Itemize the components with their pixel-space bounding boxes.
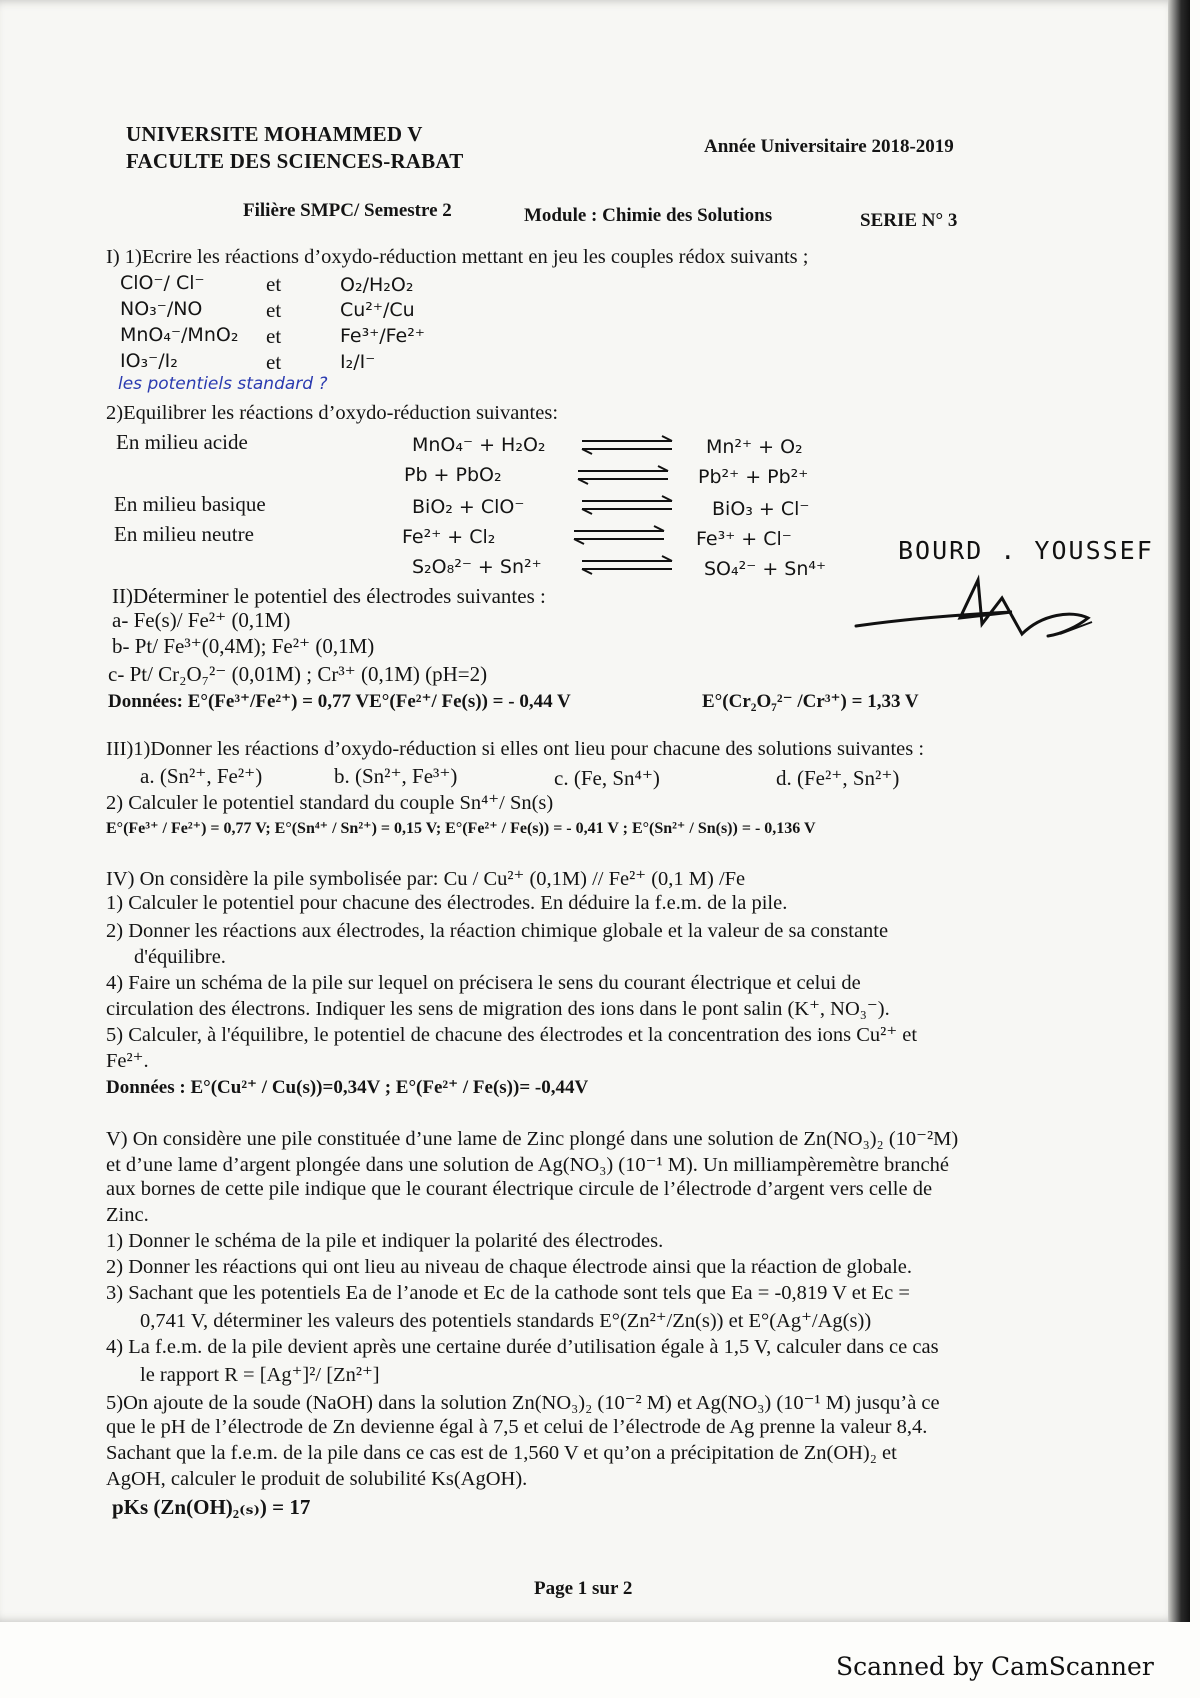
ex2-item: a- Fe(s)/ Fe²⁺ (0,1M) [112,608,291,632]
ex1-question-1: I) 1)Ecrire les réactions d’oxydo-réduction mettant en jeu les couples rédox suivants ; [106,246,809,268]
couple-left: IO₃⁻/I₂ [120,350,178,372]
couple-et: et [266,272,282,296]
couple-et: et [266,298,282,322]
ex4-q5: 5) Calculer, à l'équilibre, le potentiel de chacune des électrodes et la concentration des ions Cu²⁺ et Fe²⁺. [106,1024,918,1072]
reaction-right: Pb²⁺ + Pb²⁺ [698,466,809,488]
equilibrium-arrow-icon [572,524,668,546]
equilibrium-arrow-icon [576,464,672,486]
reaction-right: SO₄²⁻ + Sn⁴⁺ [704,558,827,580]
reaction-left: Fe²⁺ + Cl₂ [402,526,496,548]
ex5-pks: pKs (Zn(OH)₂₍ₛ₎) = 17 [112,1495,311,1519]
couple-right: Fe³⁺/Fe²⁺ [340,325,425,347]
ex5-q2: 2) Donner les réactions qui ont lieu au niveau de chaque électrode ainsi que la réaction de globale. [106,1256,913,1278]
ex5-intro-line: V) On considère une pile constituée d’une lame de Zinc plongé dans une solution de Zn(NO₃)₂ (10⁻²M) [106,1128,959,1150]
ex3-case: c. (Fe, Sn⁴⁺) [554,766,660,790]
ex5-intro-line: Zinc. [106,1204,149,1226]
couple-left: MnO₄⁻/MnO₂ [120,324,239,346]
handwritten-note: les potentiels standard ? [118,374,328,394]
reaction-right: Fe³⁺ + Cl⁻ [696,528,792,550]
ex5-q3: 3) Sachant que les potentiels Ea de l’anode et Ec de la cathode sont tels que Ea = -0,819 V et Ec = [106,1282,910,1304]
ex5-intro-line: et d’une lame d’argent plongée dans une solution de Ag(NO₃) (10⁻¹ M). Un milliampèremètre branché [106,1154,949,1176]
ex3-question-1: III)1)Donner les réactions d’oxydo-réduction si elles ont lieu pour chacune des solutions suivantes : [106,738,925,760]
page-number: Page 1 sur 2 [534,1578,633,1599]
ex2-title: II)Déterminer le potentiel des électrodes suivantes : [112,584,546,608]
ex5-intro-line: aux bornes de cette pile indique que le courant électrique circule de l’électrode d’argent vers celle de [106,1178,933,1200]
camscanner-watermark: Scanned by CamScanner [836,1652,1154,1681]
ex5-q5-line: 5)On ajoute de la soude (NaOH) dans la solution Zn(NO₃)₂ (10⁻² M) et Ag(NO₃) (10⁻¹ M) jusqu’à ce [106,1392,940,1414]
equilibrium-arrow-icon [580,554,676,576]
couple-et: et [266,324,282,348]
reaction-left: S₂O₈²⁻ + Sn²⁺ [412,556,542,578]
ex5-q4-cont: le rapport R = [Ag⁺]²/ [Zn²⁺] [140,1364,380,1386]
ex4-q1: 1) Calculer le potentiel pour chacune des électrodes. En déduire la f.e.m. de la pile. [106,892,788,914]
reaction-right: BiO₃ + Cl⁻ [712,498,810,520]
ex4-donnees: Données : E°(Cu²⁺ / Cu(s))=0,34V ; E°(Fe²⁺ / Fe(s))= -0,44V [106,1077,589,1098]
ex3-case: b. (Sn²⁺, Fe³⁺) [334,764,458,788]
ex5-q4: 4) La f.e.m. de la pile devient après une certaine durée d’utilisation égale à 1,5 V, calculer dans ce cas [106,1336,939,1358]
ex5-q5-line: Sachant que la f.e.m. de la pile dans ce cas est de 1,560 V et qu’on a précipitation de Zn(OH)₂ et [106,1442,897,1464]
ex3-case: a. (Sn²⁺, Fe²⁺) [140,764,263,788]
ex5-q1: 1) Donner le schéma de la pile et indiquer la polarité des électrodes. [106,1230,664,1252]
ex3-donnees: E°(Fe³⁺ / Fe²⁺) = 0,77 V; E°(Sn⁴⁺ / Sn²⁺) = 0,15 V; E°(Fe²⁺ / Fe(s)) = - 0,41 V ; E°(Sn²⁺ / Sn(s)) = - 0,136 V [106,820,816,837]
signature-name: BOURD . YOUSSEF [898,536,1154,565]
reaction-left: MnO₄⁻ + H₂O₂ [412,434,546,456]
couple-right: I₂/I⁻ [340,351,376,373]
reaction-left: BiO₂ + ClO⁻ [412,496,525,518]
reaction-left: Pb + PbO₂ [404,464,502,486]
equilibrium-arrow-icon [580,434,676,456]
equilibrium-arrow-icon [580,494,676,516]
medium-label: En milieu acide [116,430,248,454]
university-name: UNIVERSITE MOHAMMED V [126,122,423,146]
ex3-case: d. (Fe²⁺, Sn²⁺) [776,766,900,790]
couple-et: et [266,350,282,374]
medium-label: En milieu neutre [114,522,254,546]
signature-scribble [852,574,1102,654]
ex1-question-2: 2)Equilibrer les réactions d’oxydo-réduction suivantes: [106,402,559,424]
ex2-item: c- Pt/ Cr₂O₇²⁻ (0,01M) ; Cr³⁺ (0,1M) (pH=2) [108,662,488,686]
ex4-title: IV) On considère la pile symbolisée par: Cu / Cu²⁺ (0,1M) // Fe²⁺ (0,1 M) /Fe [106,868,746,890]
faculty-name: FACULTE DES SCIENCES-RABAT [126,149,464,173]
ex3-question-2: 2) Calculer le potentiel standard du couple Sn⁴⁺/ Sn(s) [106,792,554,814]
page-edge-shadow [1168,0,1190,1622]
ex5-q5-line: que le pH de l’électrode de Zn devienne égal à 7,5 et celui de l’électrode de Ag prenne la valeur 8,4. [106,1416,928,1438]
ex2-donnees-cr: E°(Cr₂O₇²⁻ /Cr³⁺) = 1,33 V [702,691,919,712]
ex5-q3-cont: 0,741 V, déterminer les valeurs des potentiels standards E°(Zn²⁺/Zn(s)) et E°(Ag⁺/Ag(s)) [140,1310,872,1332]
filiere-label: Filière SMPC/ Semestre 2 [243,200,452,221]
couple-right: Cu²⁺/Cu [340,299,415,321]
couple-left: NO₃⁻/NO [120,298,203,320]
medium-label: En milieu basique [114,492,266,516]
academic-year: Année Universitaire 2018-2019 [704,136,954,157]
reaction-right: Mn²⁺ + O₂ [706,436,803,458]
ex2-item: b- Pt/ Fe³⁺(0,4M); Fe²⁺ (0,1M) [112,634,375,658]
ex4-q2: 2) Donner les réactions aux électrodes, la réaction chimique globale et la valeur de sa constante d'équilibre. [106,920,889,968]
module-label: Module : Chimie des Solutions [524,205,773,226]
ex5-q5-line: AgOH, calculer le produit de solubilité Ks(AgOH). [106,1468,528,1490]
couple-right: O₂/H₂O₂ [340,274,414,296]
ex4-q4: 4) Faire un schéma de la pile sur lequel on précisera le sens du courant électrique et celui de circulation des électrons. Indiquer les sens de migration des ions dans le pont salin (K⁺, NO₃⁻). [106,972,890,1020]
couple-left: ClO⁻/ Cl⁻ [120,272,205,294]
ex2-donnees: Données: E°(Fe³⁺/Fe²⁺) = 0,77 VE°(Fe²⁺/ Fe(s)) = - 0,44 V [108,691,571,712]
serie-label: SERIE N° 3 [860,210,958,231]
